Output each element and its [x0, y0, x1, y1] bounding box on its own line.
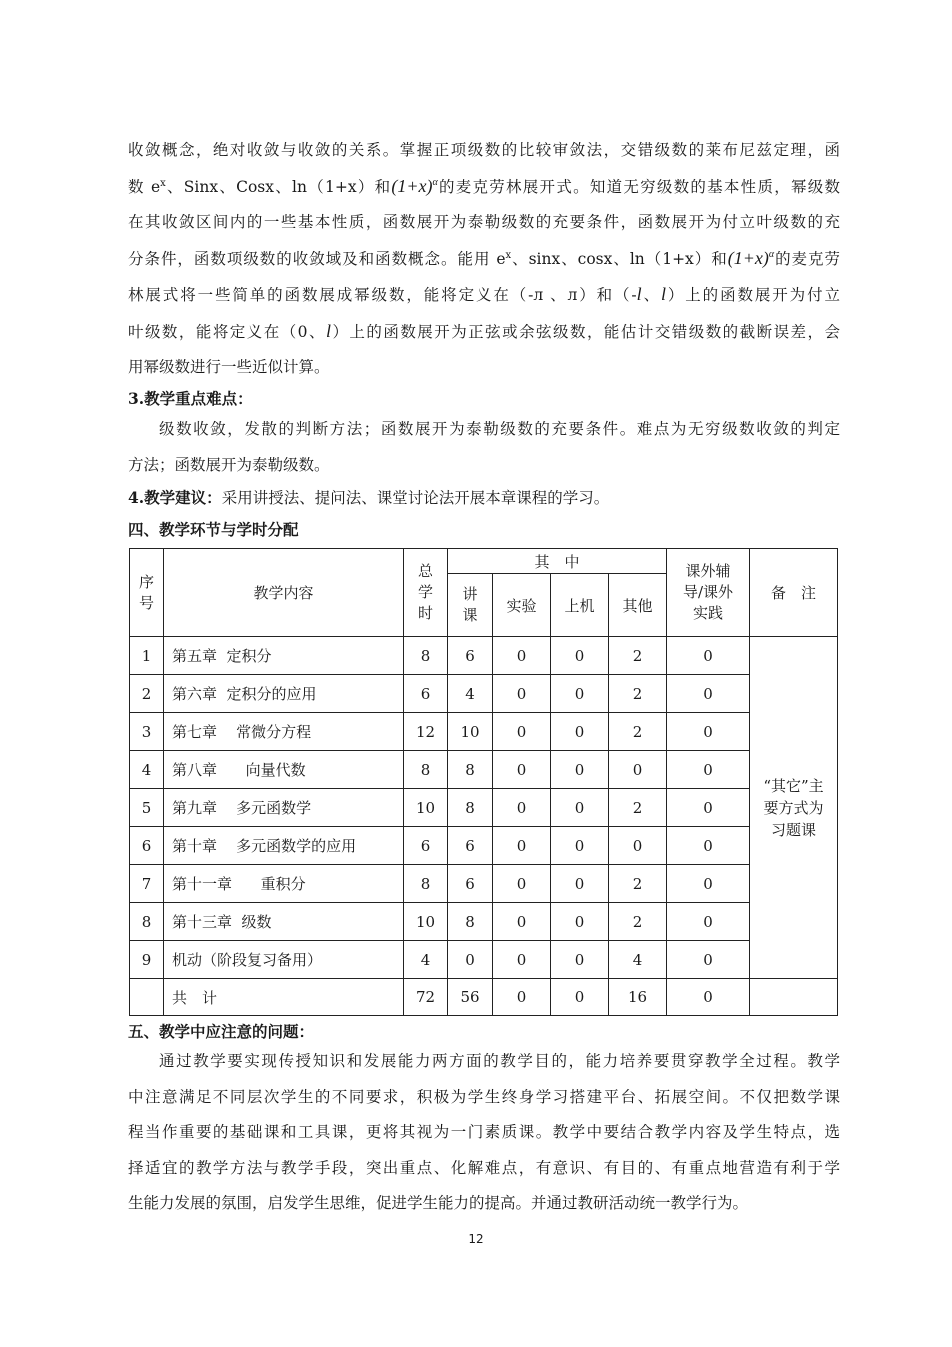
- paragraph-line: 叶级数，能将定义在（0、l）上的函数展开为正弦或余弦级数，能估计交错级数的截断误差，会: [128, 320, 840, 341]
- header-extra: 课外辅导/课外实践: [667, 549, 750, 637]
- row-other: 2: [609, 713, 667, 751]
- paragraph-line: 林展式将一些简单的函数展成幂级数，能将定义在（-л 、л）和（-l、l）上的函数展开为付立: [128, 284, 840, 304]
- row-content: 第六章 定积分的应用: [164, 675, 404, 713]
- row-total: 8: [404, 751, 448, 789]
- row-seq: 6: [130, 827, 164, 865]
- row-extra: 0: [667, 789, 750, 827]
- table-row: [130, 827, 838, 865]
- row-other: 4: [609, 941, 667, 979]
- paragraph-line: 分条件，函数项级数的收敛域及和函数概念。能用 $e^x$、sinx、cosx、ln（1+x）和$(1+x)^\alpha$的麦克劳: [128, 247, 841, 268]
- row-content: 第七章 常微分方程: [164, 713, 404, 751]
- row-lab: 0: [493, 789, 551, 827]
- row-seq: 5: [130, 789, 164, 827]
- paragraph-line: 数 $e^x$、Sinx、Cosx、ln（1+x）和$(1+x)^\alpha$的麦克劳林展开式。知道无穷级数的基本性质，幂级数: [128, 175, 840, 196]
- row-computer: 0: [551, 941, 609, 979]
- row-computer: 0: [551, 751, 609, 789]
- paragraph-line: 在其收敛区间内的一些基本性质，函数展开为泰勒级数的充要条件，函数展开为付立叶级数的充: [128, 213, 840, 231]
- row-content: 第五章 定积分: [164, 637, 404, 675]
- total-total: 72: [404, 979, 448, 1016]
- row-computer: 0: [551, 827, 609, 865]
- header-lab: 实验: [493, 574, 551, 637]
- row-computer: 0: [551, 865, 609, 903]
- row-other: 2: [609, 865, 667, 903]
- row-computer: 0: [551, 903, 609, 941]
- header-lecture: 讲课: [448, 574, 493, 637]
- row-lecture: 0: [448, 941, 493, 979]
- paragraph-line: 用幂级数进行一些近似计算。: [128, 358, 330, 376]
- row-computer: 0: [551, 637, 609, 675]
- table-row: [130, 751, 838, 789]
- section-5-paragraph: [128, 1044, 840, 1222]
- intro-paragraph: [128, 133, 840, 386]
- row-extra: 0: [667, 941, 750, 979]
- row-content: 第十一章 重积分: [164, 865, 404, 903]
- row-lecture: 8: [448, 789, 493, 827]
- row-other: 0: [609, 751, 667, 789]
- row-seq: 8: [130, 903, 164, 941]
- row-lecture: 6: [448, 865, 493, 903]
- math-expression: $(1+x)^\alpha$: [391, 175, 438, 196]
- paragraph-line: 中注意满足不同层次学生的不同要求，积极为学生终身学习搭建平台、拓展空间。不仅把数学课: [128, 1087, 840, 1106]
- row-extra: 0: [667, 903, 750, 941]
- paragraph-line: 程当作重要的基础课和工具课，更将其视为一门素质课。教学中要结合教学内容及学生特点，选: [128, 1123, 840, 1141]
- header-note: 备 注: [750, 549, 838, 637]
- note-merged-cell: “其它”主要方式为习题课: [750, 637, 838, 979]
- paragraph-line: 方法；函数展开为泰勒级数。: [128, 455, 330, 474]
- row-seq: 2: [130, 675, 164, 713]
- total-computer: 0: [551, 979, 609, 1016]
- section-4-text: 采用讲授法、提问法、课堂讨论法开展本章课程的学习。: [221, 489, 610, 507]
- row-lab: 0: [493, 865, 551, 903]
- paragraph-line: 生能力发展的氛围，启发学生思维，促进学生能力的提高。并通过教研活动统一教学行为。: [128, 1194, 749, 1212]
- row-lecture: 4: [448, 675, 493, 713]
- paragraph-line: 通过教学要实现传授知识和发展能力两方面的教学目的，能力培养要贯穿教学全过程。教学: [159, 1052, 840, 1070]
- row-total: 6: [404, 675, 448, 713]
- table-row: [130, 675, 838, 713]
- row-total: 10: [404, 903, 448, 941]
- header-computer: 上机: [551, 574, 609, 637]
- row-total: 8: [404, 865, 448, 903]
- row-seq: 3: [130, 713, 164, 751]
- row-extra: 0: [667, 675, 750, 713]
- row-other: 0: [609, 827, 667, 865]
- table-row: [130, 903, 838, 941]
- row-lecture: 6: [448, 827, 493, 865]
- row-seq: 1: [130, 637, 164, 675]
- section-3-heading: 3.教学重点难点：: [128, 389, 253, 408]
- total-note: [750, 979, 838, 1016]
- row-content: 第十章 多元函数学的应用: [164, 827, 404, 865]
- total-lab: 0: [493, 979, 551, 1016]
- row-lab: 0: [493, 637, 551, 675]
- paragraph-line: 择适宜的教学方法与教学手段，突出重点、化解难点，有意识、有目的、有重点地营造有利于学: [128, 1158, 840, 1177]
- section-4-line: [128, 486, 609, 508]
- row-total: 6: [404, 827, 448, 865]
- table-section-title: 四、教学环节与学时分配: [128, 520, 299, 539]
- row-total: 12: [404, 713, 448, 751]
- row-extra: 0: [667, 713, 750, 751]
- total-extra: 0: [667, 979, 750, 1016]
- header-seq: 序号: [130, 549, 164, 637]
- math-expression: $(1+x)^\alpha$: [727, 247, 775, 268]
- row-other: 2: [609, 637, 667, 675]
- header-total: 总学时: [404, 549, 448, 637]
- total-label: 共 计: [164, 979, 404, 1016]
- table-row: [130, 637, 838, 675]
- row-seq: 9: [130, 941, 164, 979]
- page-number: 12: [468, 1232, 484, 1246]
- row-lab: 0: [493, 941, 551, 979]
- row-content: 第九章 多元函数学: [164, 789, 404, 827]
- row-extra: 0: [667, 637, 750, 675]
- row-content: 机动（阶段复习备用）: [164, 941, 404, 979]
- row-content: 第十三章 级数: [164, 903, 404, 941]
- row-lecture: 6: [448, 637, 493, 675]
- row-seq: 7: [130, 865, 164, 903]
- row-extra: 0: [667, 865, 750, 903]
- table-row: [130, 865, 838, 903]
- row-lab: 0: [493, 827, 551, 865]
- row-total: 4: [404, 941, 448, 979]
- row-extra: 0: [667, 827, 750, 865]
- row-computer: 0: [551, 789, 609, 827]
- paragraph-line: 级数收敛，发散的判断方法；函数展开为泰勒级数的充要条件。难点为无穷级数收敛的判定: [159, 420, 840, 438]
- row-lab: 0: [493, 713, 551, 751]
- table-row: [130, 713, 838, 751]
- table-row: [130, 941, 838, 979]
- row-other: 2: [609, 789, 667, 827]
- header-content: 教学内容: [164, 549, 404, 637]
- row-extra: 0: [667, 751, 750, 789]
- section-4-heading: 4.教学建议：: [128, 488, 222, 507]
- section-3-paragraph: [128, 412, 840, 483]
- row-other: 2: [609, 903, 667, 941]
- row-lab: 0: [493, 675, 551, 713]
- row-total: 8: [404, 637, 448, 675]
- row-computer: 0: [551, 713, 609, 751]
- total-other: 16: [609, 979, 667, 1016]
- total-lecture: 56: [448, 979, 493, 1016]
- row-total: 10: [404, 789, 448, 827]
- section-5-heading: 五、教学中应注意的问题：: [128, 1022, 315, 1041]
- row-lab: 0: [493, 903, 551, 941]
- row-lecture: 8: [448, 751, 493, 789]
- table-total-row: [130, 979, 838, 1016]
- row-other: 2: [609, 675, 667, 713]
- total-seq: [130, 979, 164, 1016]
- hours-table: [129, 548, 838, 1016]
- header-other: 其他: [609, 574, 667, 637]
- row-computer: 0: [551, 675, 609, 713]
- row-lecture: 8: [448, 903, 493, 941]
- table-row: [130, 789, 838, 827]
- row-seq: 4: [130, 751, 164, 789]
- row-content: 第八章 向量代数: [164, 751, 404, 789]
- row-lab: 0: [493, 751, 551, 789]
- table-header-row: [130, 549, 838, 574]
- row-lecture: 10: [448, 713, 493, 751]
- header-among: 其 中: [448, 549, 667, 574]
- paragraph-line: 收敛概念，绝对收敛与收敛的关系。掌握正项级数的比较审敛法，交错级数的莱布尼兹定理，函: [128, 141, 840, 159]
